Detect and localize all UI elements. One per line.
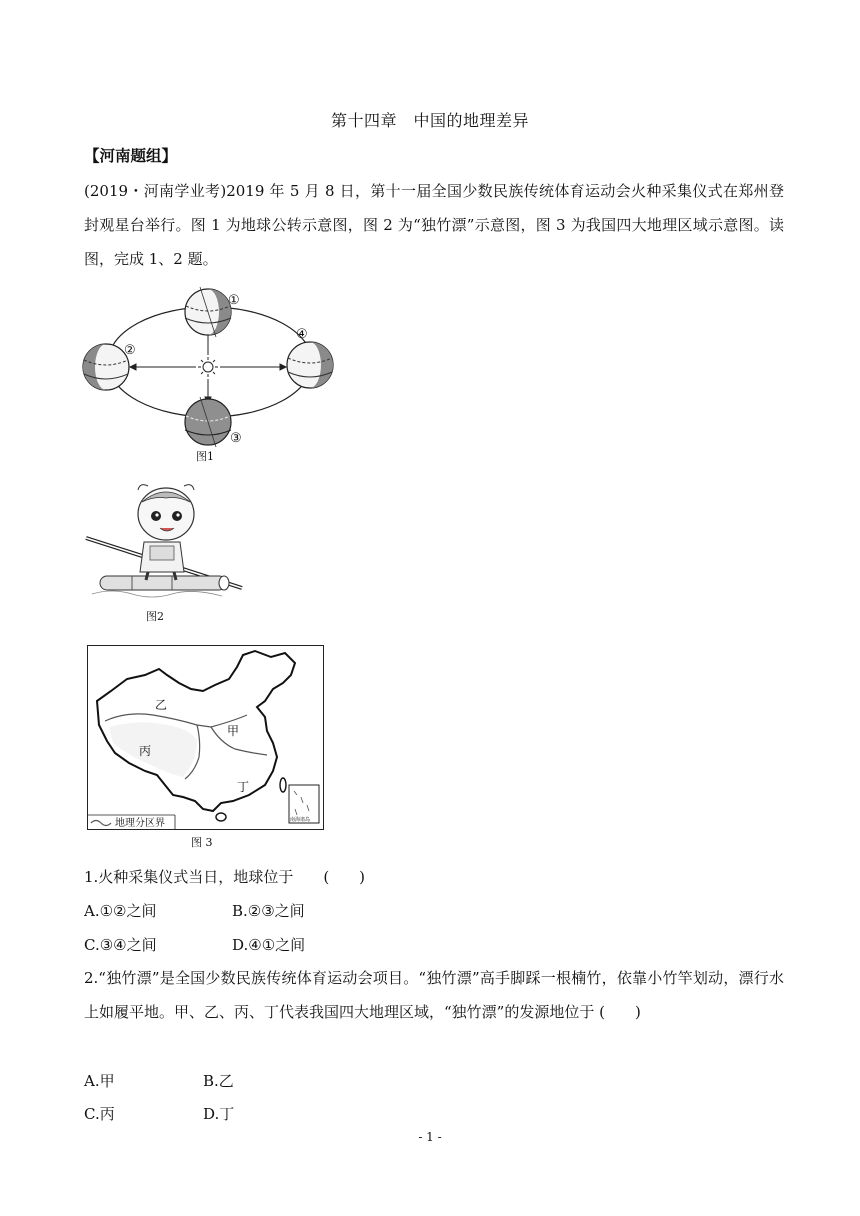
mascot-figure: [138, 485, 194, 580]
region-label-bing: 丙: [139, 744, 152, 758]
figure-2-caption: 图2: [146, 610, 164, 623]
earth-orbit-diagram: [78, 282, 348, 470]
earth-position-3: [185, 397, 231, 447]
mascot-illustration: [82, 480, 252, 606]
q1-option-d[interactable]: D.④①之间: [232, 936, 306, 954]
earth-position-2: [83, 344, 129, 390]
region-label-ding: 丁: [237, 780, 250, 794]
chapter-title: 第十四章 中国的地理差异: [330, 111, 529, 130]
q1-option-c[interactable]: C.③④之间: [84, 936, 157, 954]
earth-position-1: [185, 287, 231, 337]
group-heading: 【河南题组】: [84, 146, 178, 165]
label-1: ①: [228, 293, 240, 308]
page-number: - 1 -: [418, 1130, 442, 1144]
question-2-stem: 2.“独竹漂”是全国少数民族传统体育运动会项目。“独竹漂”高手脚踩一根楠竹，依靠小竹竿划动，漂行水上如履平地。甲、乙、丙、丁代表我国四大地理区域，“独竹漂”的发源地位于 ( ): [84, 969, 784, 1021]
q2-option-d[interactable]: D.丁: [203, 1105, 235, 1123]
figure-1-caption: 图1: [196, 450, 214, 463]
south-china-sea-inset: [289, 785, 319, 823]
bamboo-log: [100, 576, 229, 590]
inset-label: 南海诸岛: [290, 817, 311, 823]
q2-option-c[interactable]: C.丙: [84, 1105, 115, 1123]
figure-2-mascot: [82, 480, 252, 630]
sun-icon: [198, 357, 218, 377]
q2-option-b[interactable]: B.乙: [203, 1072, 234, 1090]
figure-1-earth-revolution: [78, 282, 348, 470]
china-regions-map: [87, 645, 325, 831]
intro-paragraph: (2019・河南学业考)2019 年 5 月 8 日，第十一届全国少数民族传统体育运动会火种采集仪式在郑州登封观星台举行。图 1 为地球公转示意图，图 2 为“独竹漂”示意图，图 3 为我国四大地理区域示意图。读图，完成 1、2 题。: [84, 182, 784, 268]
hainan-island: [216, 813, 226, 821]
question-1-stem: 1.火种采集仪式当日，地球位于 ( ): [84, 868, 366, 886]
q1-option-b[interactable]: B.②③之间: [232, 902, 305, 920]
figure-3-caption: 图 3: [191, 836, 213, 849]
legend-label: 地理分区界: [115, 818, 165, 829]
q1-option-a[interactable]: A.①②之间: [84, 902, 157, 920]
q2-option-a[interactable]: A.甲: [84, 1072, 115, 1090]
label-4: ④: [296, 327, 308, 342]
taiwan-island: [280, 778, 286, 792]
region-label-jia: 甲: [227, 724, 240, 738]
figure-3-china-map: [87, 645, 325, 850]
region-label-yi: 乙: [155, 698, 168, 712]
label-2: ②: [124, 343, 136, 358]
earth-position-4: [287, 342, 333, 388]
label-3: ③: [230, 431, 242, 446]
